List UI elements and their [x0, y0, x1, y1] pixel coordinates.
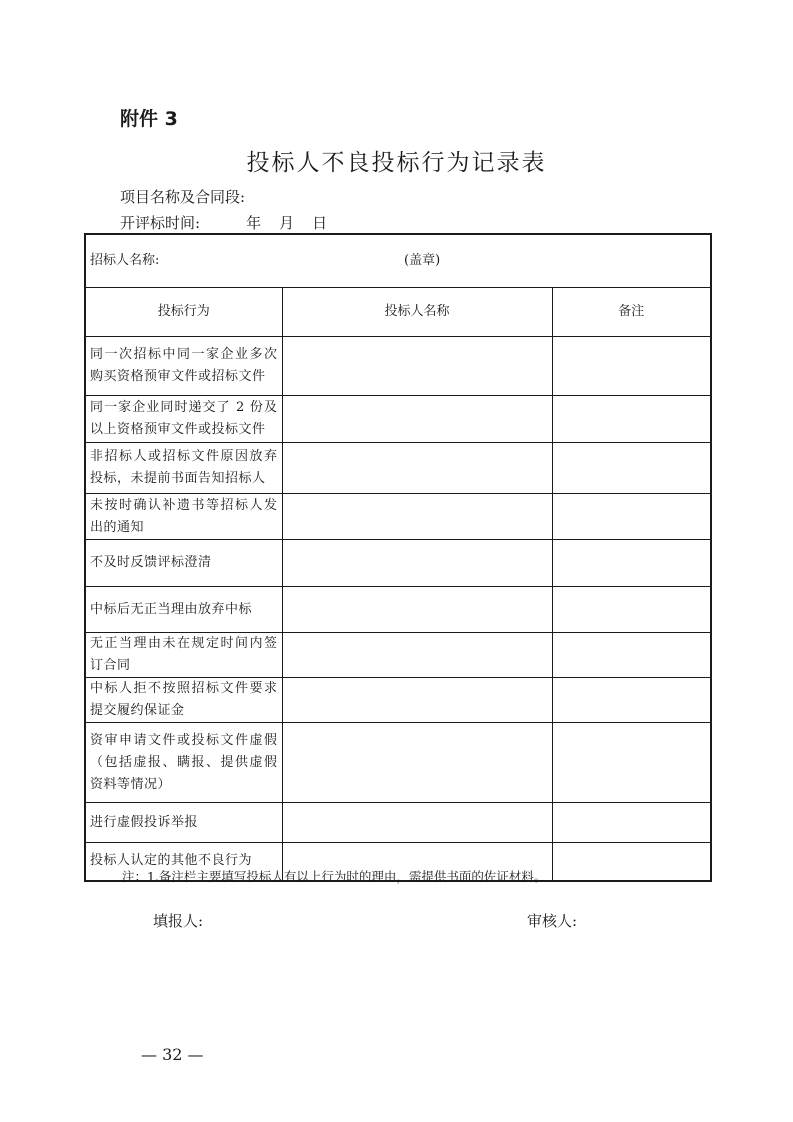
table-row — [85, 723, 711, 803]
behavior-cell: 同一次招标中同一家企业多次购买资格预审文件或招标文件 — [85, 337, 282, 396]
table-row — [85, 443, 711, 494]
date-month-label: 月 — [279, 214, 295, 232]
remark-cell[interactable] — [552, 443, 711, 494]
footnote: 注：1.备注栏主要填写投标人有以上行为时的理由，需提供书面的佐证材料。 — [122, 869, 547, 884]
evaluation-date-line — [120, 212, 327, 233]
behavior-cell: 中标人拒不按照招标文件要求提交履约保证金 — [85, 678, 282, 723]
table-row — [85, 633, 711, 678]
date-year-label: 年 — [246, 214, 262, 232]
remark-cell[interactable] — [552, 540, 711, 587]
reviewer-signature-label: 审核人: — [527, 912, 578, 930]
table-header-row — [85, 288, 711, 337]
table-row — [85, 678, 711, 723]
bidder-name-cell[interactable] — [282, 396, 552, 443]
remark-cell[interactable] — [552, 803, 711, 843]
behavior-cell: 同一家企业同时递交了 2 份及以上资格预审文件或投标文件 — [85, 396, 282, 443]
tenderer-row — [85, 234, 711, 288]
bidder-name-cell[interactable] — [282, 443, 552, 494]
remark-cell[interactable] — [552, 633, 711, 678]
bidder-name-cell[interactable] — [282, 494, 552, 540]
remark-cell[interactable] — [552, 678, 711, 723]
behavior-cell: 中标后无正当理由放弃中标 — [85, 587, 282, 633]
bidder-name-cell[interactable] — [282, 678, 552, 723]
table-row — [85, 337, 711, 396]
bidder-name-cell[interactable] — [282, 337, 552, 396]
behavior-cell: 无正当理由未在规定时间内签订合同 — [85, 633, 282, 678]
bidder-name-cell[interactable] — [282, 803, 552, 843]
table-row — [85, 396, 711, 443]
behavior-cell: 未按时确认补遗书等招标人发出的通知 — [85, 494, 282, 540]
attachment-label: 附件 3 — [120, 108, 178, 130]
behavior-cell: 不及时反馈评标澄清 — [85, 540, 282, 587]
behavior-cell: 投标人认定的其他不良行为 — [85, 843, 282, 881]
tenderer-name-label: 招标人名称: — [90, 253, 160, 268]
remark-cell[interactable] — [552, 843, 711, 881]
column-header-behavior: 投标行为 — [85, 288, 282, 337]
bidder-name-cell[interactable] — [282, 587, 552, 633]
bad-behavior-record-table — [84, 233, 712, 882]
behavior-cell: 资审申请文件或投标文件虚假（包括虚报、瞒报、提供虚假资料等情况） — [85, 723, 282, 803]
table-row — [85, 494, 711, 540]
column-header-bidder: 投标人名称 — [282, 288, 552, 337]
project-name-line — [120, 186, 245, 207]
remark-cell[interactable] — [552, 337, 711, 396]
seal-label: (盖章) — [404, 253, 441, 268]
table-row — [85, 587, 711, 633]
table-row — [85, 540, 711, 587]
behavior-cell: 进行虚假投诉举报 — [85, 803, 282, 843]
remark-cell[interactable] — [552, 494, 711, 540]
table-row — [85, 803, 711, 843]
bidder-name-cell[interactable] — [282, 723, 552, 803]
remark-cell[interactable] — [552, 587, 711, 633]
project-name-label: 项目名称及合同段: — [120, 188, 246, 206]
behavior-cell: 非招标人或招标文件原因放弃投标，未提前书面告知招标人 — [85, 443, 282, 494]
document-title: 投标人不良投标行为记录表 — [246, 150, 547, 176]
evaluation-date-label: 开评标时间: — [120, 214, 201, 232]
tenderer-cell[interactable] — [85, 234, 711, 288]
bidder-name-cell[interactable] — [282, 633, 552, 678]
date-day-label: 日 — [312, 214, 328, 232]
remark-cell[interactable] — [552, 723, 711, 803]
page-number: — 32 — — [141, 1045, 204, 1064]
bidder-name-cell[interactable] — [282, 540, 552, 587]
column-header-remark: 备注 — [552, 288, 711, 337]
filler-signature-label: 填报人: — [153, 912, 204, 930]
remark-cell[interactable] — [552, 396, 711, 443]
